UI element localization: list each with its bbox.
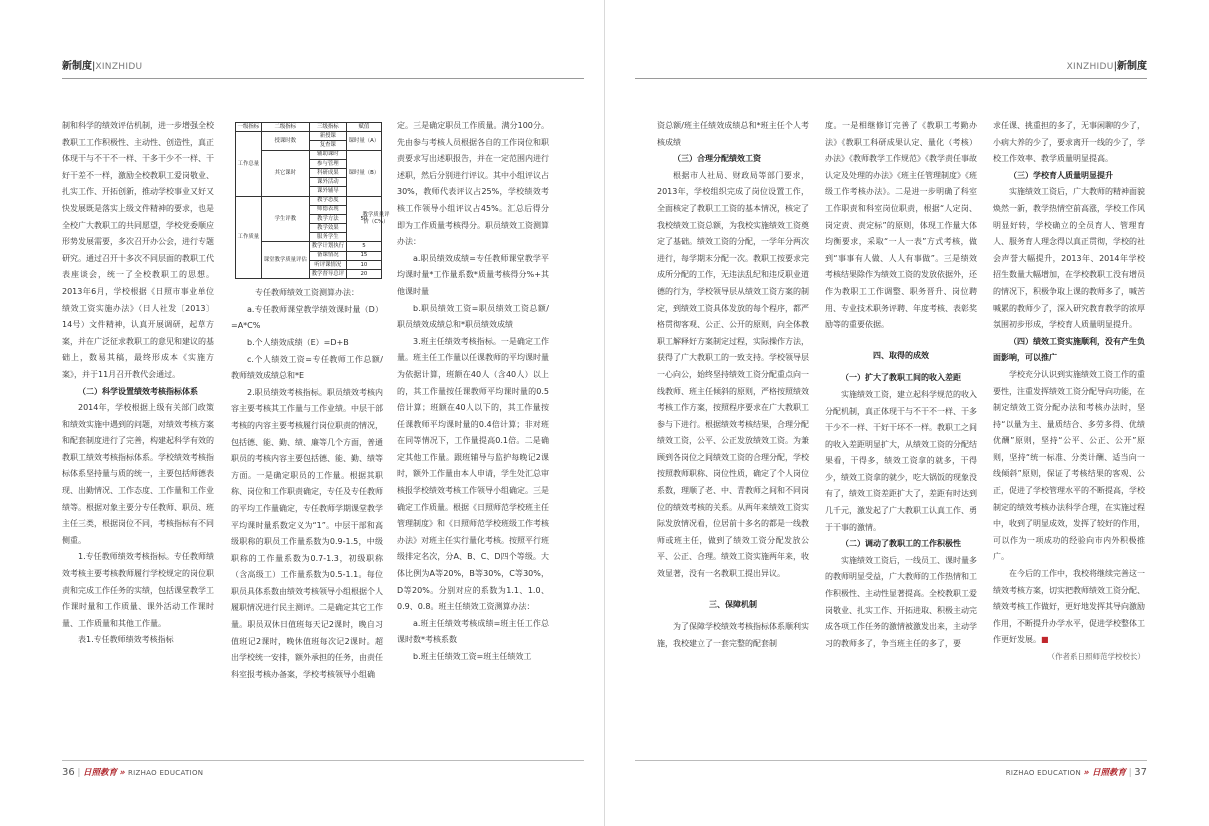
paragraph: 1.专任教师绩效考核指标。专任教师绩效考核主要考核教师履行学校规定的岗位职责和完成工作任务的实绩，包括课堂教学工作课时量和工作质量、课外活动工作课时量、工作质量和其他工作量。	[62, 552, 214, 628]
right-column-2	[825, 118, 977, 652]
right-footer: RIZHAO EDUCATION » 日照教育 | 37	[1005, 767, 1147, 778]
paragraph: 实施绩效工资后，广大教师的精神面貌焕然一新，教学热情空前高涨，学校工作风明显好转，学校确立的全员育人、管理育人、服务育人理念得以真正贯彻，学校的社会声誉大幅提升，2013年、2014年学校招生数量大幅增加，在学校教职工没有增员的情况下，积极争取上课的教师多了，喊苦喊累的教师少了，深入研究教育教学的浓厚氛围初步形成，学校育人质量明显提升。	[993, 187, 1145, 330]
brand-logo: 日照教育	[1091, 768, 1126, 778]
table-cell: 服务学生	[309, 233, 346, 242]
right-footer-rule	[635, 760, 1147, 761]
formula-line: b.个人绩效成绩（E）=D+B	[247, 337, 349, 347]
right-column-1	[657, 118, 809, 652]
arrows: »	[1083, 768, 1090, 778]
author-note: （作者系日照师范学校校长）	[1047, 652, 1145, 661]
right-header-sep: |	[1113, 61, 1117, 72]
table-cell: 教学计划执行	[309, 242, 346, 251]
table-cell: 50	[346, 196, 381, 242]
brand-english: RIZHAO EDUCATION	[127, 769, 204, 777]
table-cell: 课外活动	[309, 178, 346, 187]
closing-text: 在今后的工作中，我校将继续完善这一绩效考核方案，切实把教师绩效工资分配、绩效考核工作做好，更好地发挥其导向激励作用，不断提升办学水平，促进学校整体工作更好发展。	[993, 569, 1145, 645]
paragraph: 求任课、挑重担的多了，无事闲聊的少了，小病大养的少了，要求离开一线的少了，学校工作效率、教学质量明显提高。	[993, 121, 1145, 164]
brand-english: RIZHAO EDUCATION	[1005, 769, 1082, 777]
left-header-title: 新制度	[62, 61, 92, 72]
section-heading: （二）调动了教职工的工作积极性	[841, 539, 961, 549]
table-header-cell: 三级指标	[309, 123, 346, 132]
table-cell: 学生评教	[261, 196, 309, 242]
paragraph: 为了保障学校绩效考核指标体系顺利实施，我校建立了一套完整的配套制	[657, 622, 809, 648]
paragraph: 学校充分认识到实施绩效工资工作的重要性，注重发挥绩效工资分配导向功能，在制定绩效工资分配办法和考核办法时，坚持“以量为主、量质结合、多劳多得、优绩优酬”原则，坚持“公平、公正、公开”原则，坚持“统一标准、分类计酬、适当向一线倾斜”原则，保证了考核结果的客观、公正，促进了学校管理水平的不断提高，学校制定的绩效考核办法科学合理，在实施过程中，收到了明显成效，发挥了较好的作用，可以作为一项成功的经验向市内外积极推广。	[993, 369, 1145, 562]
paragraph: 定。三是确定职员工作质量。满分100分。先由参与考核人员根据各自的工作岗位和职责要求写出述职报告，并在一定范围内进行述职，然后分别进行评议。其中小组评议占30%，教师代表评议占25%，学校绩效考核工作领导小组评议占45%。汇总后得分即为工作质量考核得分。职员绩效工资测算办法：	[397, 121, 549, 247]
table-cell: 教学方法	[309, 214, 346, 223]
table-cell: 课外辅导	[309, 187, 346, 196]
left-header-sep: |	[92, 61, 96, 72]
section-heading: （二）科学设置绩效考核指标体系	[78, 386, 198, 396]
page-number: 36	[62, 767, 75, 778]
table-cell: 复查课	[309, 141, 346, 150]
table-cell: 工作总量	[236, 132, 262, 196]
table-caption: 表1.专任教师绩效考核指标	[78, 635, 174, 645]
table-cell: 课时量（A）	[346, 132, 381, 150]
table-cell: 教学督导总评	[309, 270, 346, 279]
table-cell: 听评课情况	[309, 260, 346, 269]
table-cell: 工作质量	[236, 196, 262, 279]
section-heading: （三）合理分配绩效工资	[673, 154, 761, 164]
left-column-1	[62, 118, 214, 649]
left-header-rule	[62, 78, 584, 79]
paragraph: 资总额/班主任绩效成绩总和*班主任个人考核成绩	[657, 121, 809, 147]
table-cell: 课时量（B）	[346, 150, 381, 196]
right-column-3	[993, 118, 1145, 666]
table-cell: 参与管理	[309, 159, 346, 168]
table-cell: 20	[346, 270, 381, 279]
table-cell: 新授课	[309, 132, 346, 141]
page-number: 37	[1134, 767, 1147, 778]
left-header	[62, 57, 142, 72]
teacher-indicator-table	[235, 122, 382, 279]
quality-eval-label: 教学质量评价（C%）	[362, 212, 390, 225]
paragraph: 制和科学的绩效评估机制，进一步增强全校教职工工作积极性、主动性、创造性，真正体现干与不干不一样、干多干少不一样、干好干差不一样，激励全校教职工爱岗敬业、扎实工作、开拓创新，推动学校事业又好又快发展既是落实上级文件精神的要求，也是全校广大教职工的共同愿望，学校党委顺应形势发展需要，多次召开办公会，进行专题研究。通过召开十多次不同层面的教职工代表座谈会，统一了全校教职工的思想。2013年6月，学校根据《日照市事业单位绩效工资实施办法》（日人社发〔2013〕14号）文件精神，认真开展调研，起草方案，并在广泛征求教职工的意见和建议的基础上，数易其稿，最终形成本《实施方案》，并于11月召开教代会通过。	[62, 121, 214, 379]
left-column-2	[231, 114, 390, 683]
section-heading: 三、保障机制	[709, 599, 757, 609]
formula-line: b.职员绩效工资=职员绩效工资总额/职员绩效成绩总和*职员绩效成绩	[397, 303, 549, 330]
paragraph: 根据市人社局、财政局等部门要求，2013年，学校组织完成了岗位设置工作，全面核定了教职工工资的基本情况，核定了我校绩效工资总额，为我校实施绩效工资奠定了基础。绩效工资的分配，一学年分两次进行，每学期末分配一次。教职工按要求完成所分配的工作，无违法乱纪和违反职业道德的行为，学校领导层从绩效工资方案的制定，到绩效工资具体发放的每个程序，都严格贯彻客观、公正、公开的原则，向全体教职工解释好方案制定过程，实际操作方法，获得了广大教职工的一致支持。学校领导层一心向公，始终坚持绩效工资分配重点向一线教师、班主任倾斜的原则，严格按照绩效考核工作方案，按照程序要求在广大教职工参与下进行。根据绩效考核结果，合理分配绩效工资，公平、公正发放绩效工资。为兼顾到各岗位之间绩效工资的合理分配，学校按照教师职称、岗位性质，确定了个人岗位系数，理顺了老、中、青教师之间和不同岗位的绩效考核的关系。从两年来绩效工资实际发放情况看，位居前十多名的都是一线教师或班主任，做到了绩效工资分配发放公平、公正、合理。绩效工资实施两年来，收效显著，没有一名教职工提出异议。	[657, 170, 809, 579]
left-footer: 36 | 日照教育 » RIZHAO EDUCATION	[62, 767, 204, 778]
table-header-row	[236, 123, 382, 132]
left-footer-rule	[62, 760, 584, 761]
formula-line: a.班主任绩效考核成绩=班主任工作总课时数*考核系数	[397, 618, 549, 645]
formula-line: a.职员绩效成绩=专任教师课堂教学平均课时量*工作量系数*质量考核得分%+其他课时量	[397, 253, 549, 296]
table-cell: 15	[346, 251, 381, 260]
table-cell: 备课情况	[309, 251, 346, 260]
table-cell: 教学态度	[309, 196, 346, 205]
paragraph: 3.班主任绩效考核指标。一是确定工作量。班主任工作量以任课教师的平均课时量为依据计算，班额在40人（含40人）以上的，其工作量按任课教师平均课时量的0.5倍计算；班额在40人以下的，其工作量按任课教师平均课时量的0.4倍计算；非对班在同等情况下，工作量提高0.1倍。二是确定其他工作量。跟班辅导与监护每晚记2课时，额外工作量由本人申请，学生处汇总审核报学校绩效考核工作领导小组确定。三是确定工作质量。根据《日照师范学校班主任管理制度》和《日照师范学校班级工作考核办法》对班主任实行量化考核。按照平行班级排定名次，分A、B、C、D四个等级。大体比例为A等20%，B等30%，C等30%，D等20%。分别对应的系数为1.1、1.0、0.9、0.8。班主任绩效工资测算办法：	[397, 336, 549, 612]
section-heading: （一）扩大了教职工间的收入差距	[841, 373, 961, 383]
table-cell: 师德表现	[309, 205, 346, 214]
table-cell: 5	[346, 242, 381, 251]
paragraph: 实施绩效工资后，一线员工、课时量多的教师明显受益，广大教师的工作热情和工作积极性、主动性显著提高。全校教职工爱岗敬业、扎实工作、开拓进取、积极主动完成各项工作任务的激情被激发出来，主动学习的教师多了，争当班主任的多了，要	[825, 555, 977, 648]
end-square-icon: ■	[1041, 635, 1049, 645]
paragraph	[993, 566, 1145, 649]
formula-heading: 专任教师绩效工资测算办法：	[255, 288, 359, 298]
table-cell: 授课时数	[261, 132, 309, 150]
paragraph: 实施绩效工资，建立起科学规范的收入分配机制，真正体现干与不干不一样、干多干少不一样、干好干坏不一样。教职工之间的收入差距明显扩大，从绩效工资的分配结果看，干得多，绩效工资拿的就多，干得少，绩效工资拿的就少，吃大锅饭的现象没有了，绩效工资差距扩大了，差距有时达到几千元，激发起了广大教职工认真工作、勇于干事的激情。	[825, 389, 977, 532]
left-column-3	[397, 118, 549, 666]
section-heading: （四）绩效工资实施顺利，没有产生负面影响，可以推广	[993, 336, 1145, 363]
right-header-code: XINZHIDU	[1066, 62, 1114, 72]
right-header-title: 新制度	[1117, 61, 1147, 72]
table-cell: 课堂教学质量评估	[261, 242, 309, 279]
table-cell: 10	[346, 260, 381, 269]
formula-line: a.专任教师课堂教学绩效课时量（D）=A*C%	[231, 304, 383, 331]
right-header-rule	[635, 78, 1147, 79]
table-header-cell: 赋值	[346, 123, 381, 132]
table-cell: 辅助课时	[309, 150, 346, 159]
left-page	[0, 0, 604, 826]
paragraph: 度。一是相继修订完善了《教职工考勤办法》《教职工科研成果认定、量化（考核）办法》《教师教学工作规范》《教学责任事故认定及处理的办法》《班主任管理制度》《班级工作考核办法》。二是进一步明确了科室工作职责和科室岗位职责，根据“人定岗、岗定责、责定标”的原则，体现工作量大体均衡要求，采取“一人一表”方式考核，做到“事事有人做、人人有事做”。三是绩效考核结果除作为绩效工资的发放依据外，还作为教职工工作调整、职务晋升、岗位聘用、专业技术职务评聘、年度考核、表彰奖励等的重要依据。	[825, 121, 977, 330]
table-cell: 科研成果	[309, 168, 346, 177]
table-header-cell: 二级指标	[261, 123, 309, 132]
table-cell: 教学效果	[309, 224, 346, 233]
paragraph: 2.职员绩效考核指标。职员绩效考核内容主要考核其工作量与工作业绩。中层干部考核的内容主要考核履行岗位职责的情况，包括德、能、勤、绩、廉等几个方面，普通职员的考核内容主要包括德、能、勤、绩等方面。一是确定职员的工作量。根据其职称、岗位和工作职责确定，专任及专任教师的平均工作量确定，专任教师学期课堂教学平均课时量系数定义为“1”。中层干部和高级职称的职员工作量系数为0.9-1.5，中级职称的工作量系数为0.7-1.3，初级职称（含高级工）工作量系数为0.5-1.1。每位职员具体系数由绩效考核领导小组根据个人履职情况进行民主测评。二是确定其它工作量。职员双休日值班每天记2课时，晚自习值班记2课时，晚休值班每次记2课时。超出学校统一安排，额外承担的任务，由责任科室报考核办备案，学校考核领导小组确	[231, 387, 383, 679]
section-heading: （三）学校育人质量明显提升	[1009, 170, 1113, 180]
right-header	[1067, 57, 1147, 72]
section-heading: 四、取得的成效	[873, 350, 929, 360]
paragraph: 2014年，学校根据上级有关部门政策和绩效实施中遇到的问题，对绩效考核方案和配套制度进行了完善，构建起科学有效的教职工绩效考核指标体系。学校绩效考核指标体系坚持量与质的统一，主要包括师德表现、出勤情况、工作态度、工作量和工作业绩等。根据对象主要分专任教师、职员、班主任三类，根据岗位不同，考核指标有不同侧重。	[62, 403, 214, 545]
right-page	[605, 0, 1209, 826]
brand-logo: 日照教育	[83, 768, 118, 778]
left-header-code: XINZHIDU	[95, 62, 143, 72]
arrows: »	[119, 768, 126, 778]
table-cell: 其它课时	[261, 150, 309, 196]
formula-line: b.班主任绩效工资=班主任绩效工	[413, 652, 532, 661]
table-header-cell: 一级指标	[236, 123, 262, 132]
formula-line: c.个人绩效工资=专任教师工作总额/教师绩效成绩总和*E	[231, 354, 383, 381]
